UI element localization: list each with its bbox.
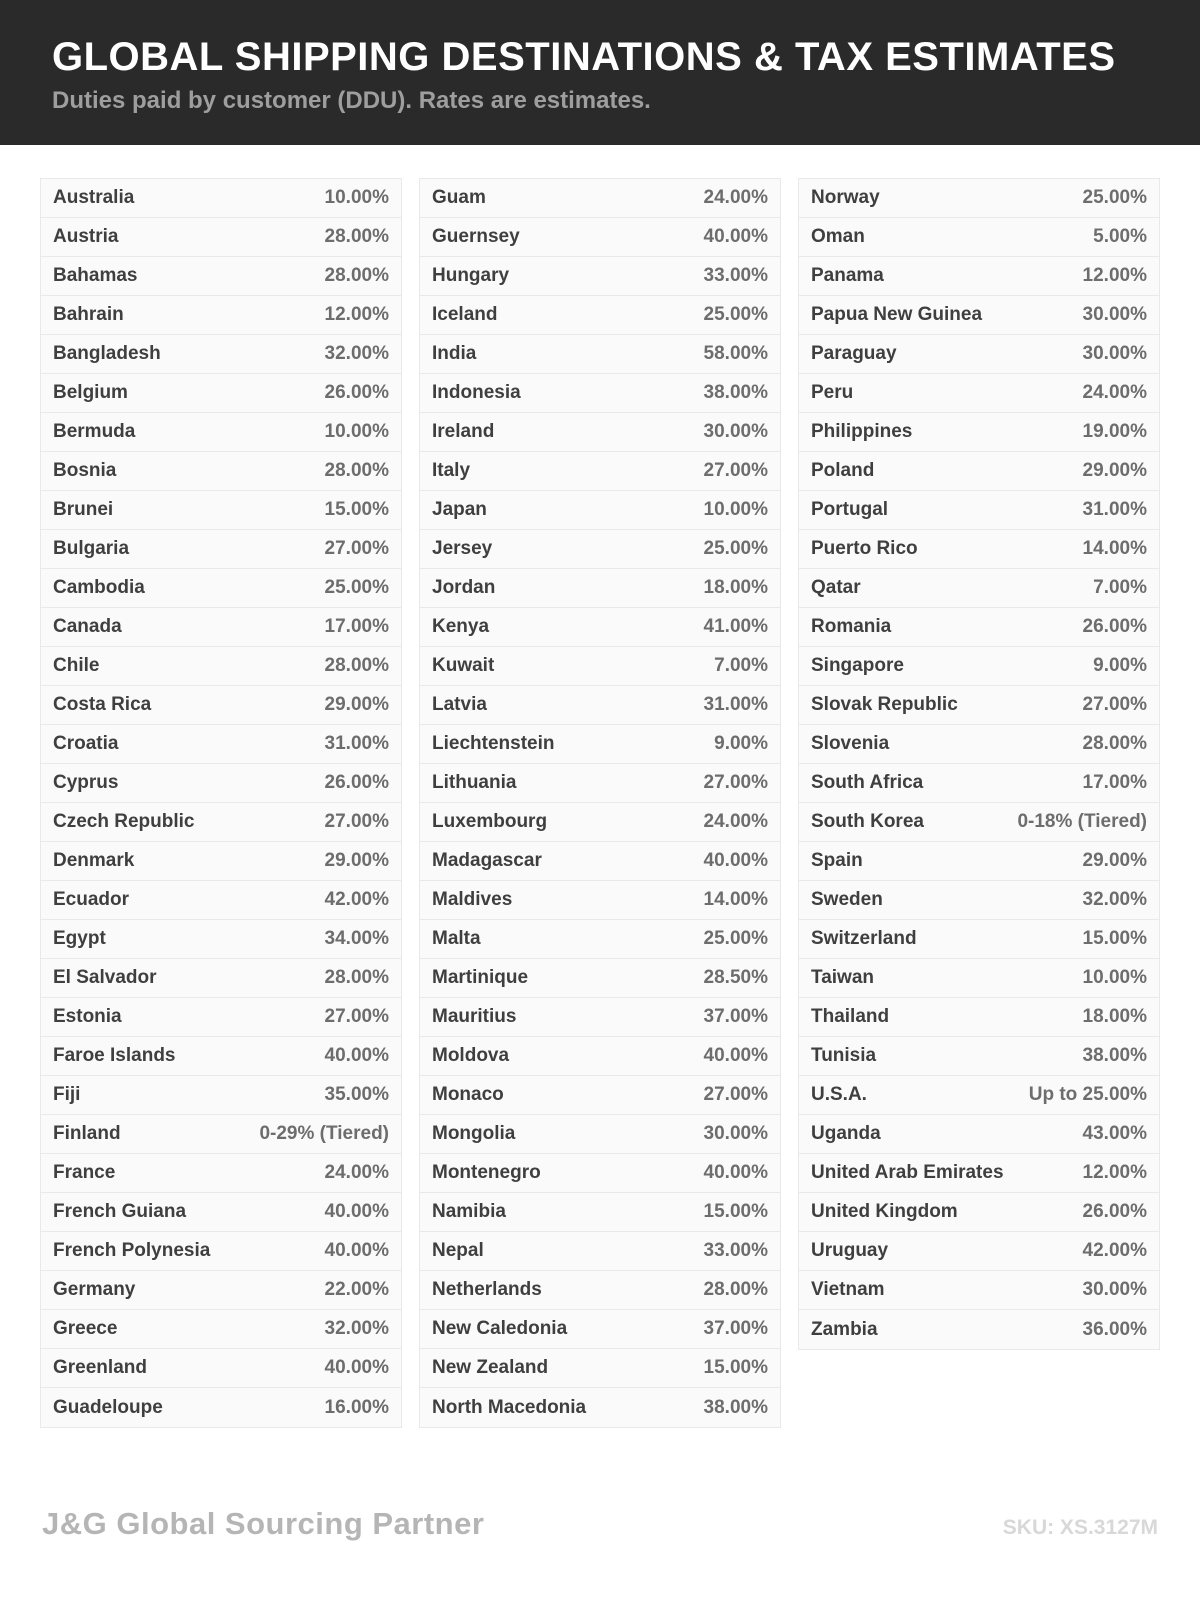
table-row (799, 1232, 1159, 1271)
country-name: Guernsey (432, 226, 520, 247)
country-name: Australia (53, 187, 135, 208)
country-name: Oman (811, 226, 865, 247)
table-row (799, 530, 1159, 569)
tax-rate: 40.00% (324, 1045, 389, 1066)
table-row (799, 881, 1159, 920)
country-name: Czech Republic (53, 811, 195, 832)
tax-rate: 24.00% (703, 187, 768, 208)
table-row (420, 1037, 780, 1076)
table-row (799, 413, 1159, 452)
country-name: New Caledonia (432, 1318, 568, 1339)
table-row (41, 1388, 401, 1427)
table-row (420, 452, 780, 491)
tax-rate: 38.00% (1082, 1045, 1147, 1066)
country-name: Uganda (811, 1123, 881, 1144)
table-row (799, 725, 1159, 764)
table-row (41, 1037, 401, 1076)
country-name: Moldova (432, 1045, 510, 1066)
tax-rate: 16.00% (324, 1396, 389, 1418)
country-name: France (53, 1162, 116, 1183)
table-row (420, 1388, 780, 1427)
tax-rate: 5.00% (1093, 226, 1147, 247)
country-name: Slovak Republic (811, 694, 958, 715)
tax-rate: 40.00% (324, 1357, 389, 1378)
tax-rate: 25.00% (324, 577, 389, 598)
table-row (799, 764, 1159, 803)
country-name: Monaco (432, 1084, 504, 1105)
table-row (41, 803, 401, 842)
tax-rate: 0-29% (Tiered) (259, 1123, 389, 1144)
tax-table (0, 145, 1200, 1428)
table-row (41, 452, 401, 491)
table-row (41, 725, 401, 764)
country-name: Estonia (53, 1006, 122, 1027)
country-name: Hungary (432, 265, 510, 286)
tax-rate: 24.00% (1082, 382, 1147, 403)
table-row (799, 1076, 1159, 1115)
country-name: Indonesia (432, 382, 521, 403)
country-name: Croatia (53, 733, 119, 754)
table-row (420, 1271, 780, 1310)
country-name: United Kingdom (811, 1201, 958, 1222)
tax-rate: 15.00% (324, 499, 389, 520)
country-name: South Africa (811, 772, 924, 793)
table-row (799, 920, 1159, 959)
table-row (420, 1193, 780, 1232)
tax-rate: 30.00% (1082, 1279, 1147, 1300)
country-name: Mauritius (432, 1006, 517, 1027)
table-row (420, 335, 780, 374)
table-row (420, 257, 780, 296)
country-name: Poland (811, 460, 875, 481)
table-row (41, 1232, 401, 1271)
tax-rate: 29.00% (324, 850, 389, 871)
table-row (420, 296, 780, 335)
tax-rate: 30.00% (703, 1123, 768, 1144)
tax-rate: 12.00% (1082, 265, 1147, 286)
table-row (799, 959, 1159, 998)
table-row (799, 647, 1159, 686)
country-name: Namibia (432, 1201, 506, 1222)
tax-rate: 58.00% (703, 343, 768, 364)
tax-rate: 26.00% (1082, 616, 1147, 637)
table-row (420, 959, 780, 998)
tax-rate: 32.00% (324, 343, 389, 364)
brand-name: J&G Global Sourcing Partner (42, 1506, 485, 1541)
country-name: Ecuador (53, 889, 130, 910)
table-row (41, 218, 401, 257)
country-name: Bahamas (53, 265, 138, 286)
tax-rate: 17.00% (1082, 772, 1147, 793)
tax-rate: 37.00% (703, 1006, 768, 1027)
country-name: Finland (53, 1123, 121, 1144)
country-name: Bahrain (53, 304, 124, 325)
table-row (799, 1154, 1159, 1193)
country-name: Costa Rica (53, 694, 152, 715)
tax-rate: 40.00% (703, 1162, 768, 1183)
country-name: Liechtenstein (432, 733, 555, 754)
tax-table-column-3 (798, 178, 1160, 1350)
table-row (420, 374, 780, 413)
table-row (420, 725, 780, 764)
tax-rate: 18.00% (1082, 1006, 1147, 1027)
tax-rate: 25.00% (703, 304, 768, 325)
tax-rate: 12.00% (324, 304, 389, 325)
tax-rate: 24.00% (324, 1162, 389, 1183)
tax-rate: 26.00% (1082, 1201, 1147, 1222)
tax-rate: 40.00% (703, 226, 768, 247)
tax-rate: 43.00% (1082, 1123, 1147, 1144)
tax-rate: 42.00% (324, 889, 389, 910)
table-row (41, 1310, 401, 1349)
table-row (41, 959, 401, 998)
table-row (41, 296, 401, 335)
table-row (420, 803, 780, 842)
table-row (799, 1037, 1159, 1076)
table-row (41, 491, 401, 530)
tax-rate: 38.00% (703, 382, 768, 403)
country-name: French Polynesia (53, 1240, 211, 1261)
table-row (420, 1349, 780, 1388)
country-name: Luxembourg (432, 811, 548, 832)
country-name: Jordan (432, 577, 496, 598)
tax-rate: 10.00% (324, 421, 389, 442)
table-row (799, 1193, 1159, 1232)
tax-rate: 27.00% (324, 811, 389, 832)
table-row (41, 257, 401, 296)
tax-rate: 32.00% (324, 1318, 389, 1339)
tax-rate: 34.00% (324, 928, 389, 949)
tax-rate: 29.00% (1082, 460, 1147, 481)
tax-rate: 0-18% (Tiered) (1017, 811, 1147, 832)
tax-rate: 19.00% (1082, 421, 1147, 442)
page-header (0, 0, 1200, 145)
country-name: Portugal (811, 499, 889, 520)
country-name: Greenland (53, 1357, 147, 1378)
tax-rate: 36.00% (1082, 1318, 1147, 1340)
country-name: United Arab Emirates (811, 1162, 1004, 1183)
tax-rate: 28.00% (324, 265, 389, 286)
tax-rate: 10.00% (1082, 967, 1147, 988)
tax-rate: 25.00% (1082, 187, 1147, 208)
table-row (799, 608, 1159, 647)
country-name: Germany (53, 1279, 136, 1300)
country-name: Netherlands (432, 1279, 542, 1300)
tax-rate: 14.00% (1082, 538, 1147, 559)
country-name: Japan (432, 499, 487, 520)
tax-rate: 9.00% (1093, 655, 1147, 676)
table-row (41, 1271, 401, 1310)
table-row (420, 764, 780, 803)
tax-rate: 28.00% (324, 967, 389, 988)
table-row (41, 881, 401, 920)
country-name: Madagascar (432, 850, 542, 871)
country-name: Canada (53, 616, 122, 637)
tax-rate: 31.00% (1082, 499, 1147, 520)
country-name: Mongolia (432, 1123, 516, 1144)
tax-rate: 33.00% (703, 1240, 768, 1261)
tax-rate: 33.00% (703, 265, 768, 286)
page-footer (42, 1506, 1158, 1542)
table-row (420, 686, 780, 725)
country-name: Papua New Guinea (811, 304, 983, 325)
tax-rate: 42.00% (1082, 1240, 1147, 1261)
country-name: Austria (53, 226, 119, 247)
country-name: Brunei (53, 499, 114, 520)
tax-table-column-2 (419, 178, 781, 1428)
country-name: French Guiana (53, 1201, 187, 1222)
table-row (420, 881, 780, 920)
country-name: North Macedonia (432, 1396, 587, 1418)
country-name: Cyprus (53, 772, 119, 793)
tax-rate: 28.00% (324, 226, 389, 247)
tax-rate: 29.00% (1082, 850, 1147, 871)
table-row (41, 335, 401, 374)
country-name: Faroe Islands (53, 1045, 176, 1066)
country-name: Jersey (432, 538, 493, 559)
country-name: Bulgaria (53, 538, 130, 559)
country-name: Guadeloupe (53, 1396, 163, 1418)
country-name: Fiji (53, 1084, 81, 1105)
country-name: Chile (53, 655, 100, 676)
table-row (799, 803, 1159, 842)
table-row (420, 491, 780, 530)
table-row (41, 374, 401, 413)
table-row (41, 647, 401, 686)
sku-label: SKU: XS.3127M (1002, 1516, 1158, 1539)
tax-rate: 27.00% (324, 1006, 389, 1027)
page-subtitle: Duties paid by customer (DDU). Rates are estimates. (52, 87, 651, 114)
country-name: Uruguay (811, 1240, 889, 1261)
tax-rate: 12.00% (1082, 1162, 1147, 1183)
tax-rate: 40.00% (703, 850, 768, 871)
country-name: Tunisia (811, 1045, 877, 1066)
table-row (41, 1115, 401, 1154)
country-name: Maldives (432, 889, 513, 910)
country-name: New Zealand (432, 1357, 549, 1378)
country-name: Spain (811, 850, 863, 871)
tax-rate: 7.00% (1093, 577, 1147, 598)
tax-rate: 9.00% (714, 733, 768, 754)
country-name: Norway (811, 187, 880, 208)
table-row (799, 491, 1159, 530)
tax-rate: 31.00% (324, 733, 389, 754)
table-row (41, 764, 401, 803)
country-name: Kenya (432, 616, 490, 637)
table-row (41, 842, 401, 881)
table-row (41, 413, 401, 452)
table-row (799, 1271, 1159, 1310)
country-name: Philippines (811, 421, 913, 442)
country-name: El Salvador (53, 967, 157, 988)
tax-rate: 29.00% (324, 694, 389, 715)
tax-rate: 38.00% (703, 1396, 768, 1418)
tax-rate: 28.00% (1082, 733, 1147, 754)
tax-rate: 22.00% (324, 1279, 389, 1300)
tax-rate: 25.00% (703, 538, 768, 559)
tax-rate: 15.00% (703, 1357, 768, 1378)
tax-rate: 41.00% (703, 616, 768, 637)
country-name: Panama (811, 265, 884, 286)
country-name: Singapore (811, 655, 904, 676)
country-name: Greece (53, 1318, 118, 1339)
tax-rate: 40.00% (324, 1201, 389, 1222)
tax-rate: 14.00% (703, 889, 768, 910)
tax-rate: 27.00% (703, 772, 768, 793)
table-row (799, 686, 1159, 725)
country-name: India (432, 343, 477, 364)
tax-table-column-1 (40, 178, 402, 1428)
tax-rate: 31.00% (703, 694, 768, 715)
tax-rate: 40.00% (703, 1045, 768, 1066)
table-row (420, 647, 780, 686)
table-row (420, 1310, 780, 1349)
table-row (420, 413, 780, 452)
country-name: Egypt (53, 928, 106, 949)
table-row (420, 1154, 780, 1193)
country-name: Cambodia (53, 577, 145, 598)
table-row (420, 530, 780, 569)
table-row (799, 218, 1159, 257)
country-name: Nepal (432, 1240, 484, 1261)
country-name: U.S.A. (811, 1084, 867, 1105)
tax-rate: 35.00% (324, 1084, 389, 1105)
table-row (420, 1115, 780, 1154)
table-row (41, 920, 401, 959)
country-name: Slovenia (811, 733, 890, 754)
country-name: Taiwan (811, 967, 874, 988)
country-name: Montenegro (432, 1162, 541, 1183)
country-name: South Korea (811, 811, 924, 832)
tax-rate: 15.00% (1082, 928, 1147, 949)
table-row (799, 257, 1159, 296)
page-title: GLOBAL SHIPPING DESTINATIONS & TAX ESTIMATES (52, 35, 1116, 79)
country-name: Puerto Rico (811, 538, 918, 559)
country-name: Kuwait (432, 655, 495, 676)
country-name: Bermuda (53, 421, 136, 442)
table-row (41, 1076, 401, 1115)
table-row (420, 842, 780, 881)
tax-rate: 26.00% (324, 772, 389, 793)
table-row (799, 998, 1159, 1037)
table-row (420, 998, 780, 1037)
tax-rate: 25.00% (703, 928, 768, 949)
tax-rate: 27.00% (703, 1084, 768, 1105)
country-name: Iceland (432, 304, 498, 325)
table-row (41, 569, 401, 608)
tax-rate: 28.00% (324, 460, 389, 481)
tax-rate: 40.00% (324, 1240, 389, 1261)
table-row (799, 335, 1159, 374)
table-row (799, 179, 1159, 218)
country-name: Martinique (432, 967, 529, 988)
country-name: Bosnia (53, 460, 117, 481)
table-row (41, 530, 401, 569)
table-row (799, 374, 1159, 413)
table-row (799, 1115, 1159, 1154)
country-name: Zambia (811, 1318, 878, 1340)
country-name: Switzerland (811, 928, 917, 949)
country-name: Denmark (53, 850, 135, 871)
table-row (799, 452, 1159, 491)
tax-rate: 30.00% (1082, 304, 1147, 325)
country-name: Bangladesh (53, 343, 161, 364)
country-name: Guam (432, 187, 486, 208)
tax-rate: 28.50% (703, 967, 768, 988)
tax-rate: 32.00% (1082, 889, 1147, 910)
country-name: Latvia (432, 694, 487, 715)
tax-rate: 28.00% (324, 655, 389, 676)
table-row (41, 1349, 401, 1388)
country-name: Ireland (432, 421, 495, 442)
tax-rate: 26.00% (324, 382, 389, 403)
country-name: Peru (811, 382, 854, 403)
country-name: Belgium (53, 382, 128, 403)
table-row (799, 296, 1159, 335)
country-name: Sweden (811, 889, 883, 910)
tax-rate: 27.00% (703, 460, 768, 481)
tax-rate: Up to 25.00% (1028, 1084, 1147, 1105)
tax-rate: 28.00% (703, 1279, 768, 1300)
tax-rate: 30.00% (1082, 343, 1147, 364)
table-row (420, 608, 780, 647)
tax-rate: 30.00% (703, 421, 768, 442)
country-name: Thailand (811, 1006, 890, 1027)
table-row (420, 1076, 780, 1115)
tax-rate: 10.00% (703, 499, 768, 520)
table-row (41, 686, 401, 725)
table-row (41, 1193, 401, 1232)
country-name: Malta (432, 928, 481, 949)
table-row (799, 569, 1159, 608)
table-row (41, 179, 401, 218)
country-name: Italy (432, 460, 471, 481)
table-row (420, 218, 780, 257)
table-row (420, 920, 780, 959)
country-name: Romania (811, 616, 892, 637)
table-row (799, 1310, 1159, 1349)
country-name: Vietnam (811, 1279, 885, 1300)
country-name: Paraguay (811, 343, 897, 364)
tax-rate: 37.00% (703, 1318, 768, 1339)
tax-rate: 10.00% (324, 187, 389, 208)
table-row (799, 842, 1159, 881)
tax-rate: 18.00% (703, 577, 768, 598)
country-name: Qatar (811, 577, 861, 598)
table-row (420, 179, 780, 218)
table-row (41, 998, 401, 1037)
tax-rate: 27.00% (324, 538, 389, 559)
table-row (41, 608, 401, 647)
tax-rate: 27.00% (1082, 694, 1147, 715)
tax-rate: 24.00% (703, 811, 768, 832)
tax-rate: 17.00% (324, 616, 389, 637)
table-row (420, 1232, 780, 1271)
tax-rate: 7.00% (714, 655, 768, 676)
table-row (41, 1154, 401, 1193)
tax-rate: 15.00% (703, 1201, 768, 1222)
table-row (420, 569, 780, 608)
country-name: Lithuania (432, 772, 517, 793)
